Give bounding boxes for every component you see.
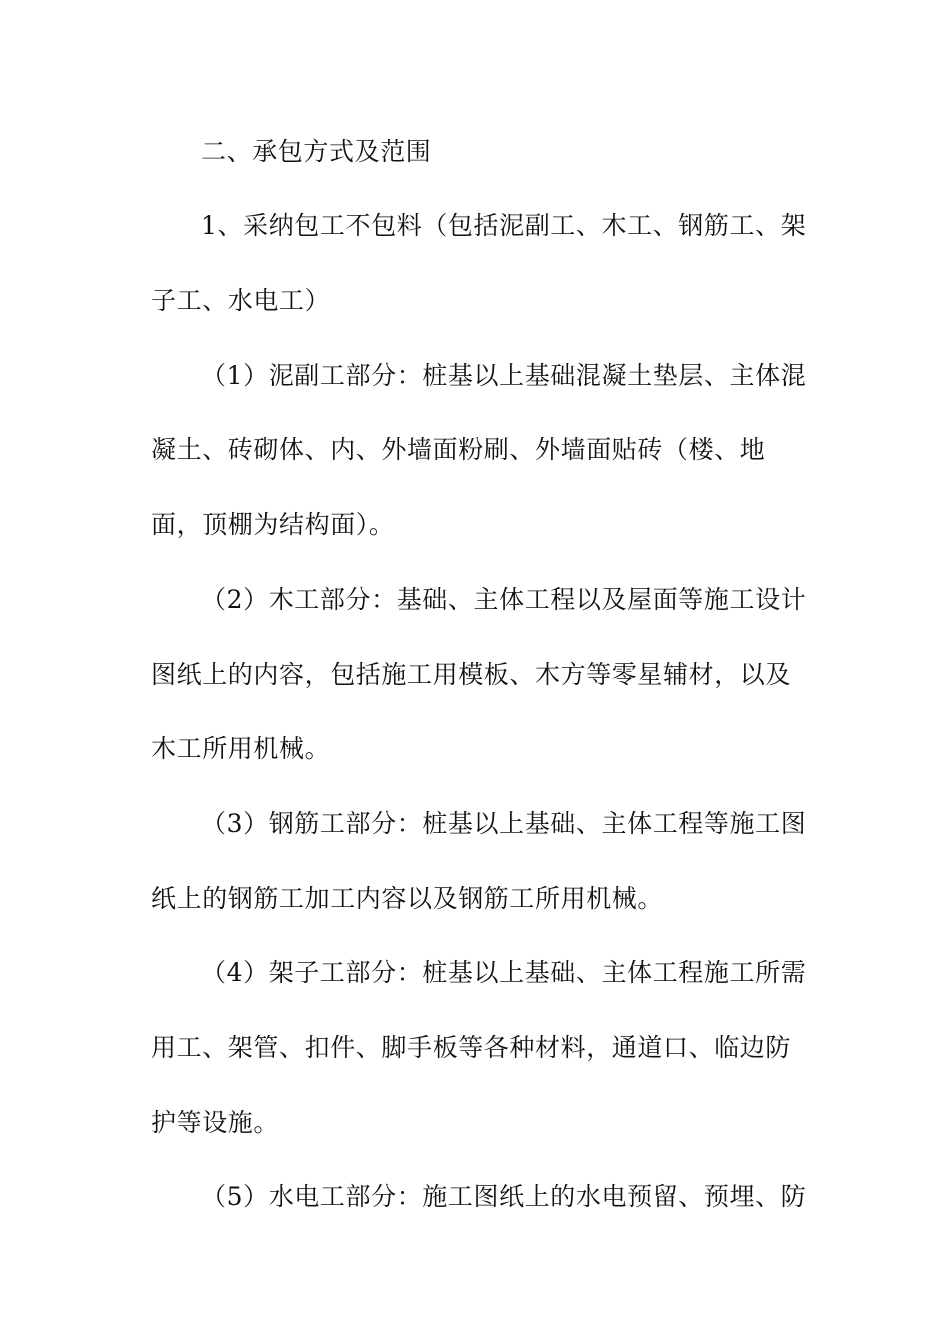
paragraph-line: 1、采纳包工不包料（包括泥副工、木工、钢筋工、架 xyxy=(201,211,807,240)
paragraph-line: 用工、架管、扣件、脚手板等各种材料，通道口、临边防 xyxy=(151,1033,792,1062)
paragraph-line: （4）架子工部分：桩基以上基础、主体工程施工所需 xyxy=(201,958,807,987)
paragraph-line: 面，顶棚为结构面）。 xyxy=(151,510,395,539)
paragraph-line: 纸上的钢筋工加工内容以及钢筋工所用机械。 xyxy=(151,884,664,913)
paragraph-line: （2）木工部分：基础、主体工程以及屋面等施工设计 xyxy=(201,585,807,614)
paragraph-line: 子工、水电工） xyxy=(151,286,331,315)
paragraph-line: （5）水电工部分：施工图纸上的水电预留、预埋、防 xyxy=(201,1182,807,1211)
paragraph-line: 护等设施。 xyxy=(151,1108,280,1137)
paragraph-line: （1）泥副工部分：桩基以上基础混凝土垫层、主体混 xyxy=(201,361,807,390)
paragraph-line: 木工所用机械。 xyxy=(151,734,331,763)
paragraph-line: （3）钢筋工部分：桩基以上基础、主体工程等施工图 xyxy=(201,809,807,838)
paragraph-line: 凝土、砖砌体、内、外墙面粉刷、外墙面贴砖（楼、地 xyxy=(151,435,766,464)
paragraph-line: 图纸上的内容，包括施工用模板、木方等零星辅材，以及 xyxy=(151,660,792,689)
section-heading: 二、承包方式及范围 xyxy=(201,137,432,166)
